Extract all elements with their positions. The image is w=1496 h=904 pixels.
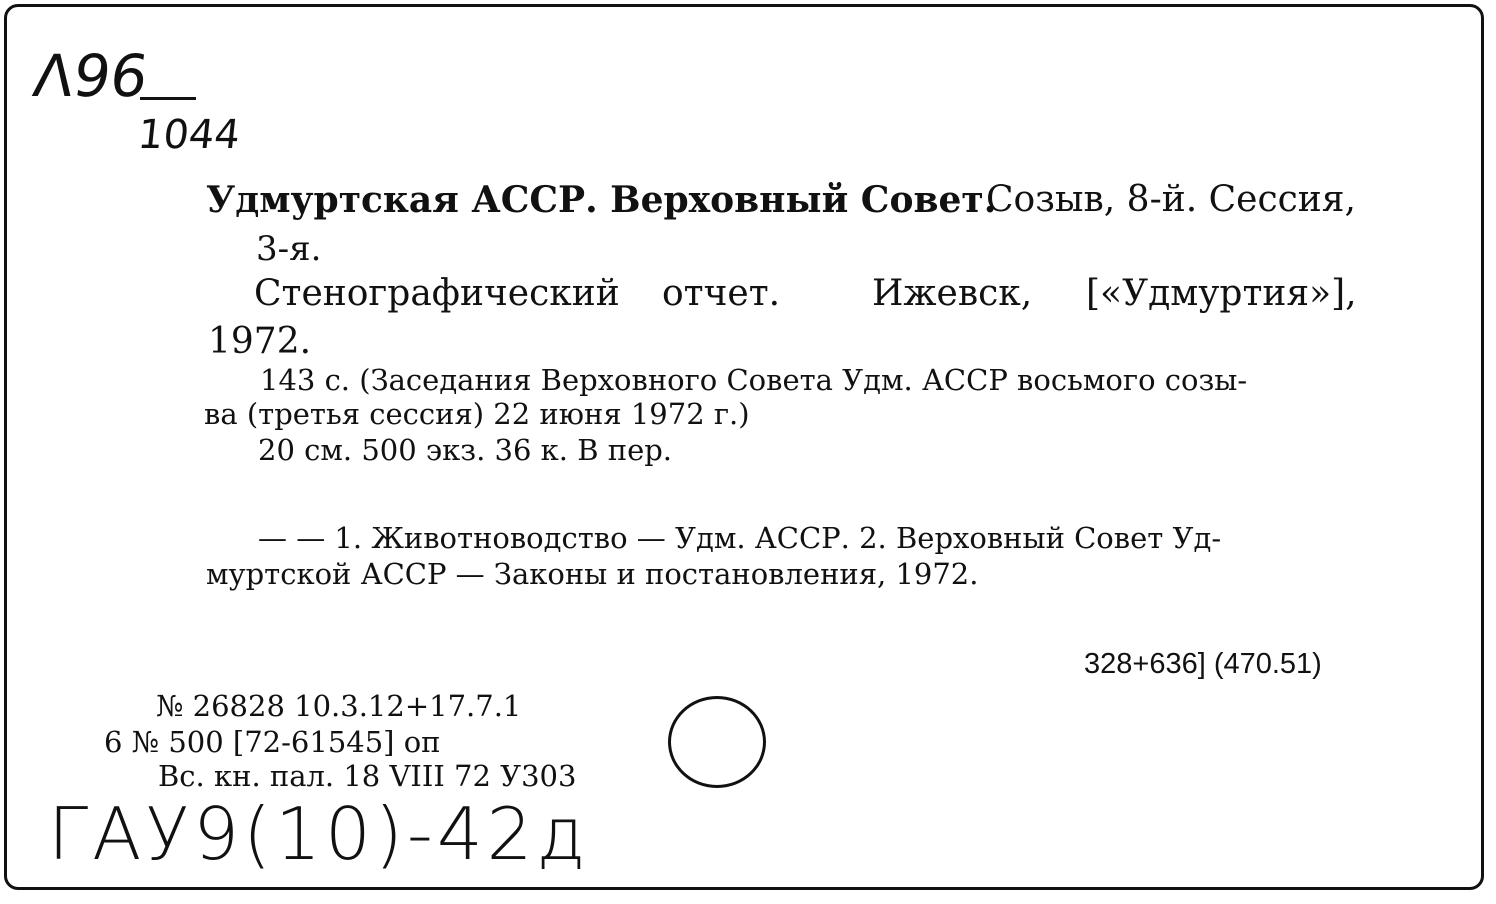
classification-index: 328+636] (470.51): [1084, 648, 1322, 680]
book-chamber-record: Вс. кн. пал. 18 VIII 72 У303: [158, 759, 577, 793]
hand-drawn-circle: [668, 696, 766, 788]
title-word-2: отчет.: [662, 273, 781, 314]
note-line-2: ва (третья сессия) 22 июня 1972 г.): [204, 397, 750, 431]
order-number: 6 № 500 [72-61545] оп: [104, 725, 441, 759]
subjects-line-1: — — 1. Животноводство — Удм. АССР. 2. Верховный Совет Уд-: [258, 521, 1222, 555]
title-word-1: Стенографический: [254, 273, 620, 314]
title-place: Ижевск,: [872, 273, 1033, 314]
entry-number: № 26828 10.3.12+17.7.1: [156, 689, 522, 723]
call-number-divider: [140, 97, 196, 100]
physical-description: 20 см. 500 экз. 36 к. В пер.: [258, 433, 673, 467]
subjects-line-2: муртской АССР — Законы и постановления, 1972.: [206, 557, 979, 591]
handwritten-call-number-top: Λ96: [29, 42, 153, 110]
note-line-1: 143 с. (Заседания Верховного Совета Удм. АССР восьмого созы-: [260, 363, 1248, 397]
card-heading-bold: Удмуртская АССР. Верховный Совет.: [206, 179, 997, 221]
card-heading-rest: Созыв, 8-й. Сессия,: [986, 179, 1356, 220]
handwritten-call-number-bottom: 1044: [135, 112, 243, 158]
publication-year: 1972.: [208, 321, 312, 362]
card-heading-continuation: 3-я.: [256, 229, 322, 269]
title-publisher: [«Удмуртия»],: [1086, 273, 1357, 314]
handwritten-shelf-code: ГАУ9(10)-42д: [48, 792, 590, 876]
